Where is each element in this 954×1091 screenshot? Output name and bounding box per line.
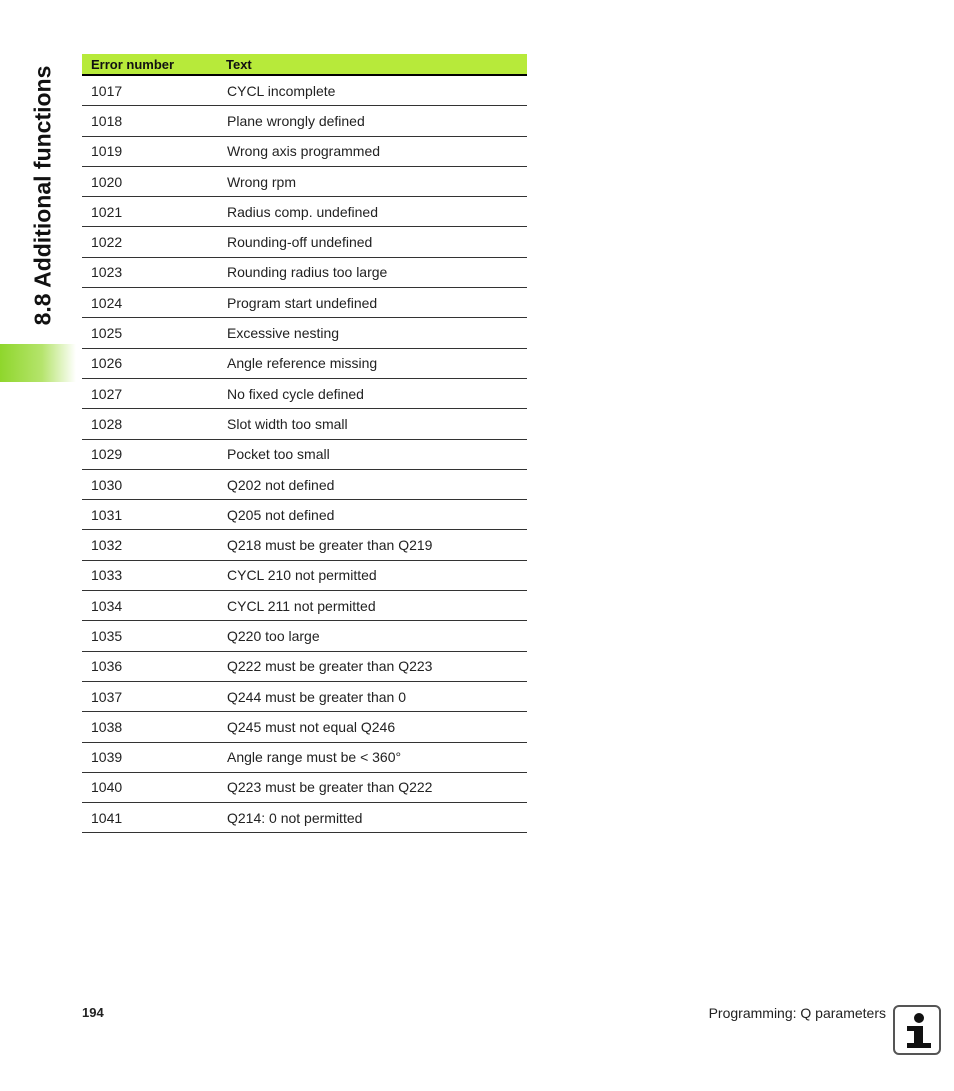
error-number-cell: 1026 <box>82 348 218 378</box>
table-row <box>82 469 527 499</box>
error-table <box>82 54 527 833</box>
error-number-cell: 1019 <box>82 136 218 166</box>
error-number-cell: 1022 <box>82 227 218 257</box>
error-number-cell: 1039 <box>82 742 218 772</box>
error-number-cell: 1035 <box>82 621 218 651</box>
error-number-cell: 1038 <box>82 712 218 742</box>
error-text-cell: Q218 must be greater than Q219 <box>218 530 527 560</box>
error-number-cell: 1040 <box>82 772 218 802</box>
table-row <box>82 409 527 439</box>
page-number: 194 <box>82 1005 104 1020</box>
header-text: Text <box>218 54 527 75</box>
error-number-cell: 1041 <box>82 803 218 833</box>
error-number-cell: 1028 <box>82 409 218 439</box>
error-text-cell: CYCL 210 not permitted <box>218 560 527 590</box>
table-row <box>82 530 527 560</box>
error-number-cell: 1017 <box>82 75 218 106</box>
table-row <box>82 227 527 257</box>
error-number-cell: 1036 <box>82 651 218 681</box>
table-row <box>82 742 527 772</box>
table-row <box>82 439 527 469</box>
table-row <box>82 681 527 711</box>
section-title <box>26 52 60 344</box>
error-text-cell: Q223 must be greater than Q222 <box>218 772 527 802</box>
error-number-cell: 1021 <box>82 197 218 227</box>
error-text-cell: Q205 not defined <box>218 500 527 530</box>
footer-chapter-title: Programming: Q parameters <box>708 1005 886 1021</box>
error-number-cell: 1033 <box>82 560 218 590</box>
table-row <box>82 712 527 742</box>
error-number-cell: 1029 <box>82 439 218 469</box>
table-row <box>82 166 527 196</box>
error-number-cell: 1032 <box>82 530 218 560</box>
table-row <box>82 803 527 833</box>
error-text-cell: Rounding radius too large <box>218 257 527 287</box>
error-text-cell: Q214: 0 not permitted <box>218 803 527 833</box>
error-text-cell: Q245 must not equal Q246 <box>218 712 527 742</box>
error-number-cell: 1031 <box>82 500 218 530</box>
error-text-cell: Q220 too large <box>218 621 527 651</box>
error-text-cell: Plane wrongly defined <box>218 106 527 136</box>
error-text-cell: Slot width too small <box>218 409 527 439</box>
error-number-cell: 1037 <box>82 681 218 711</box>
section-title-text: 8.8 Additional functions <box>29 65 56 326</box>
info-icon <box>893 1005 941 1055</box>
table-row <box>82 318 527 348</box>
table-row <box>82 75 527 106</box>
table-row <box>82 772 527 802</box>
error-text-cell: No fixed cycle defined <box>218 378 527 408</box>
table-row <box>82 106 527 136</box>
error-text-cell: Wrong axis programmed <box>218 136 527 166</box>
table-row <box>82 136 527 166</box>
error-text-cell: Wrong rpm <box>218 166 527 196</box>
error-text-cell: CYCL incomplete <box>218 75 527 106</box>
error-number-cell: 1023 <box>82 257 218 287</box>
table-row <box>82 288 527 318</box>
error-number-cell: 1025 <box>82 318 218 348</box>
error-number-cell: 1024 <box>82 288 218 318</box>
error-text-cell: Rounding-off undefined <box>218 227 527 257</box>
error-text-cell: CYCL 211 not permitted <box>218 591 527 621</box>
error-text-cell: Angle reference missing <box>218 348 527 378</box>
table-row <box>82 257 527 287</box>
table-row <box>82 651 527 681</box>
table-row <box>82 560 527 590</box>
table-header-row <box>82 54 527 75</box>
error-number-cell: 1027 <box>82 378 218 408</box>
error-text-cell: Q222 must be greater than Q223 <box>218 651 527 681</box>
header-error-number: Error number <box>82 54 218 75</box>
error-text-cell: Angle range must be < 360° <box>218 742 527 772</box>
table-row <box>82 500 527 530</box>
error-number-cell: 1034 <box>82 591 218 621</box>
table-row <box>82 591 527 621</box>
error-number-cell: 1020 <box>82 166 218 196</box>
table-body <box>82 75 527 833</box>
error-text-cell: Excessive nesting <box>218 318 527 348</box>
error-text-cell: Pocket too small <box>218 439 527 469</box>
error-text-cell: Q244 must be greater than 0 <box>218 681 527 711</box>
table-row <box>82 348 527 378</box>
error-number-cell: 1018 <box>82 106 218 136</box>
error-text-cell: Program start undefined <box>218 288 527 318</box>
table-row <box>82 378 527 408</box>
error-text-cell: Q202 not defined <box>218 469 527 499</box>
table-row <box>82 621 527 651</box>
table-row <box>82 197 527 227</box>
error-number-cell: 1030 <box>82 469 218 499</box>
chapter-tab-marker <box>0 344 76 382</box>
error-text-cell: Radius comp. undefined <box>218 197 527 227</box>
